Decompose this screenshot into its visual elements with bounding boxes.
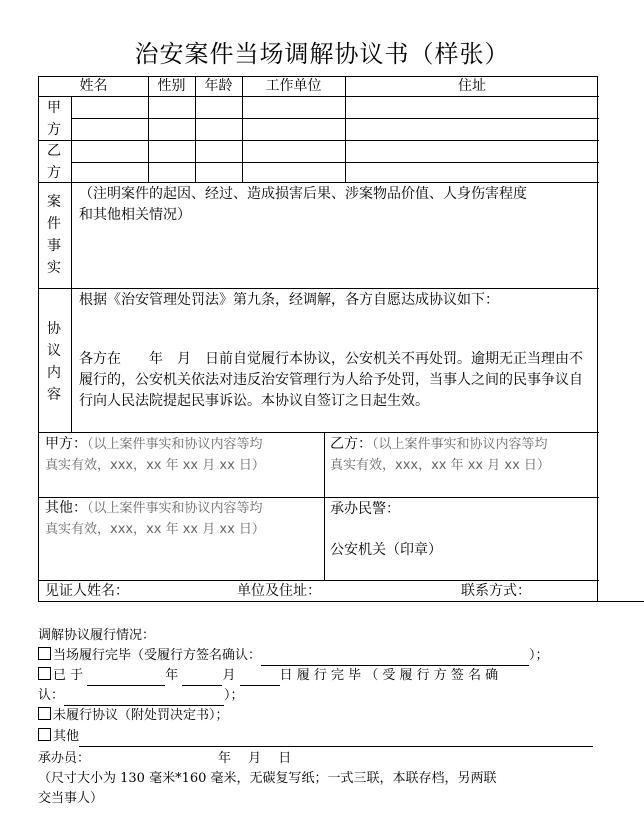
year-blank[interactable] (87, 669, 165, 686)
label-char: 协 (47, 321, 61, 337)
sign-a-label: 甲方： (45, 436, 87, 452)
sign-a-note-2: 真实有效，xxx，xx 年 xx 月 xx 日） (45, 458, 265, 473)
handler-row (38, 749, 291, 769)
edge-line (598, 601, 644, 602)
header-name: 姓名 (79, 78, 108, 94)
party-a-label (45, 97, 63, 141)
handler-label: 承办员： (38, 751, 91, 766)
police-seal: 公安机关（印章） (330, 542, 442, 558)
option-text: 月 (222, 668, 236, 683)
checkbox-performed-by-date[interactable] (38, 667, 51, 680)
option-end: ）； (529, 648, 549, 663)
label-char: 乙 (47, 143, 61, 159)
option-text: 其他 (53, 729, 80, 744)
page-title: 治安案件当场调解协议书（样张） (134, 40, 510, 68)
header-age: 年龄 (204, 78, 233, 94)
checkbox-performed-on-spot[interactable] (38, 647, 51, 660)
sign-b-label: 乙方： (330, 436, 372, 452)
option-other (38, 727, 593, 747)
row-divider (39, 288, 599, 289)
label-char: 方 (47, 122, 61, 138)
handler-date: 年 月 日 (218, 751, 292, 766)
option-not-performed (38, 706, 229, 726)
sign-b (330, 435, 548, 454)
label-char: 甲 (47, 100, 61, 116)
officer-label: 承办民警： (330, 501, 400, 517)
other-blank[interactable] (79, 730, 593, 747)
option-text: 未履行协议（附处罚决定书）； (53, 708, 229, 723)
option-text: 认： (38, 688, 65, 703)
header-address: 住址 (458, 78, 486, 94)
option-text: 当场履行完毕（受履行方签名确认： (53, 648, 262, 663)
agreement-label (45, 318, 63, 406)
row-divider (39, 182, 599, 183)
col-divider (71, 182, 72, 432)
performance-title: 调解协议履行情况： (38, 628, 156, 643)
label-char: 方 (47, 165, 61, 181)
row-divider (71, 162, 599, 163)
row-divider (39, 580, 599, 581)
row-divider (71, 118, 599, 119)
option-performed-by-date (38, 666, 498, 686)
label-char: 内 (47, 365, 61, 381)
row-divider (39, 140, 599, 141)
witness-name: 见证人姓名： (45, 583, 129, 599)
col-divider (71, 96, 72, 182)
sign-b-note-2: 真实有效，xxx，xx 年 xx 月 xx 日） (330, 458, 550, 473)
signature-blank[interactable] (261, 649, 529, 666)
row-divider (39, 96, 599, 97)
col-divider (324, 432, 325, 580)
sign-a-note: （以上案件事实和协议内容等均 (87, 437, 263, 452)
agreement-text: 各方在 年 月 日前自觉履行本协议，公安机关不再处罚。逾期无正当理由不履行的，公安机关依法对违反治安管理行为人给予处罚，当事人之间的民事争议自行向人民法院提起民事诉讼。本协议自签订之日起生效。 (79, 351, 583, 409)
month-blank[interactable] (182, 669, 222, 686)
header-workplace: 工作单位 (265, 78, 322, 94)
facts-text-line1: （注明案件的起因、经过、造成损害后果、涉案物品价值、人身伤害程度 (79, 186, 527, 202)
day-blank[interactable] (240, 669, 280, 686)
label-char: 件 (47, 216, 61, 232)
label-char: 事 (47, 238, 61, 254)
row-divider (39, 497, 599, 498)
row-divider (39, 432, 599, 433)
party-b-label (45, 140, 63, 184)
witness-contact: 联系方式： (461, 583, 531, 599)
size-note-line2: 交当事人） (38, 791, 104, 806)
checkbox-other[interactable] (38, 728, 51, 741)
option-performed-sign (38, 686, 244, 706)
option-text: 已 于 (53, 668, 84, 683)
size-note-line1: （尺寸大小为 130 毫米*160 毫米，无碳复写纸；一式三联，本联存档，另两联 (38, 771, 497, 786)
label-char: 案 (47, 194, 61, 210)
option-text: 日 履 行 完 毕 （ 受 履 行 方 签 名 确 (279, 668, 499, 683)
option-text: 年 (165, 668, 179, 683)
label-char: 实 (47, 260, 61, 276)
label-char: 容 (47, 387, 61, 403)
sign-other-label: 其他： (45, 500, 87, 516)
agreement-intro: 根据《治安管理处罚法》第九条，经调解，各方自愿达成协议如下： (79, 292, 499, 308)
option-performed-on-spot (38, 646, 549, 666)
option-end: ）； (224, 688, 244, 703)
witness-unit: 单位及住址： (237, 583, 321, 599)
sign-a (45, 435, 263, 454)
header-gender: 性别 (157, 78, 186, 94)
agreement-form-table (38, 76, 598, 602)
facts-text-line2: 和其他相关情况） (79, 207, 191, 223)
sign-other-note: （以上案件事实和协议内容等均 (87, 501, 263, 516)
sign-other-note-2: 真实有效，xxx，xx 年 xx 月 xx 日） (45, 522, 265, 537)
checkbox-not-performed[interactable] (38, 707, 51, 720)
sign-b-note: （以上案件事实和协议内容等均 (372, 437, 548, 452)
facts-label (45, 191, 63, 279)
label-char: 议 (47, 343, 61, 359)
sign-other (45, 499, 263, 518)
signature-blank[interactable] (64, 689, 224, 706)
